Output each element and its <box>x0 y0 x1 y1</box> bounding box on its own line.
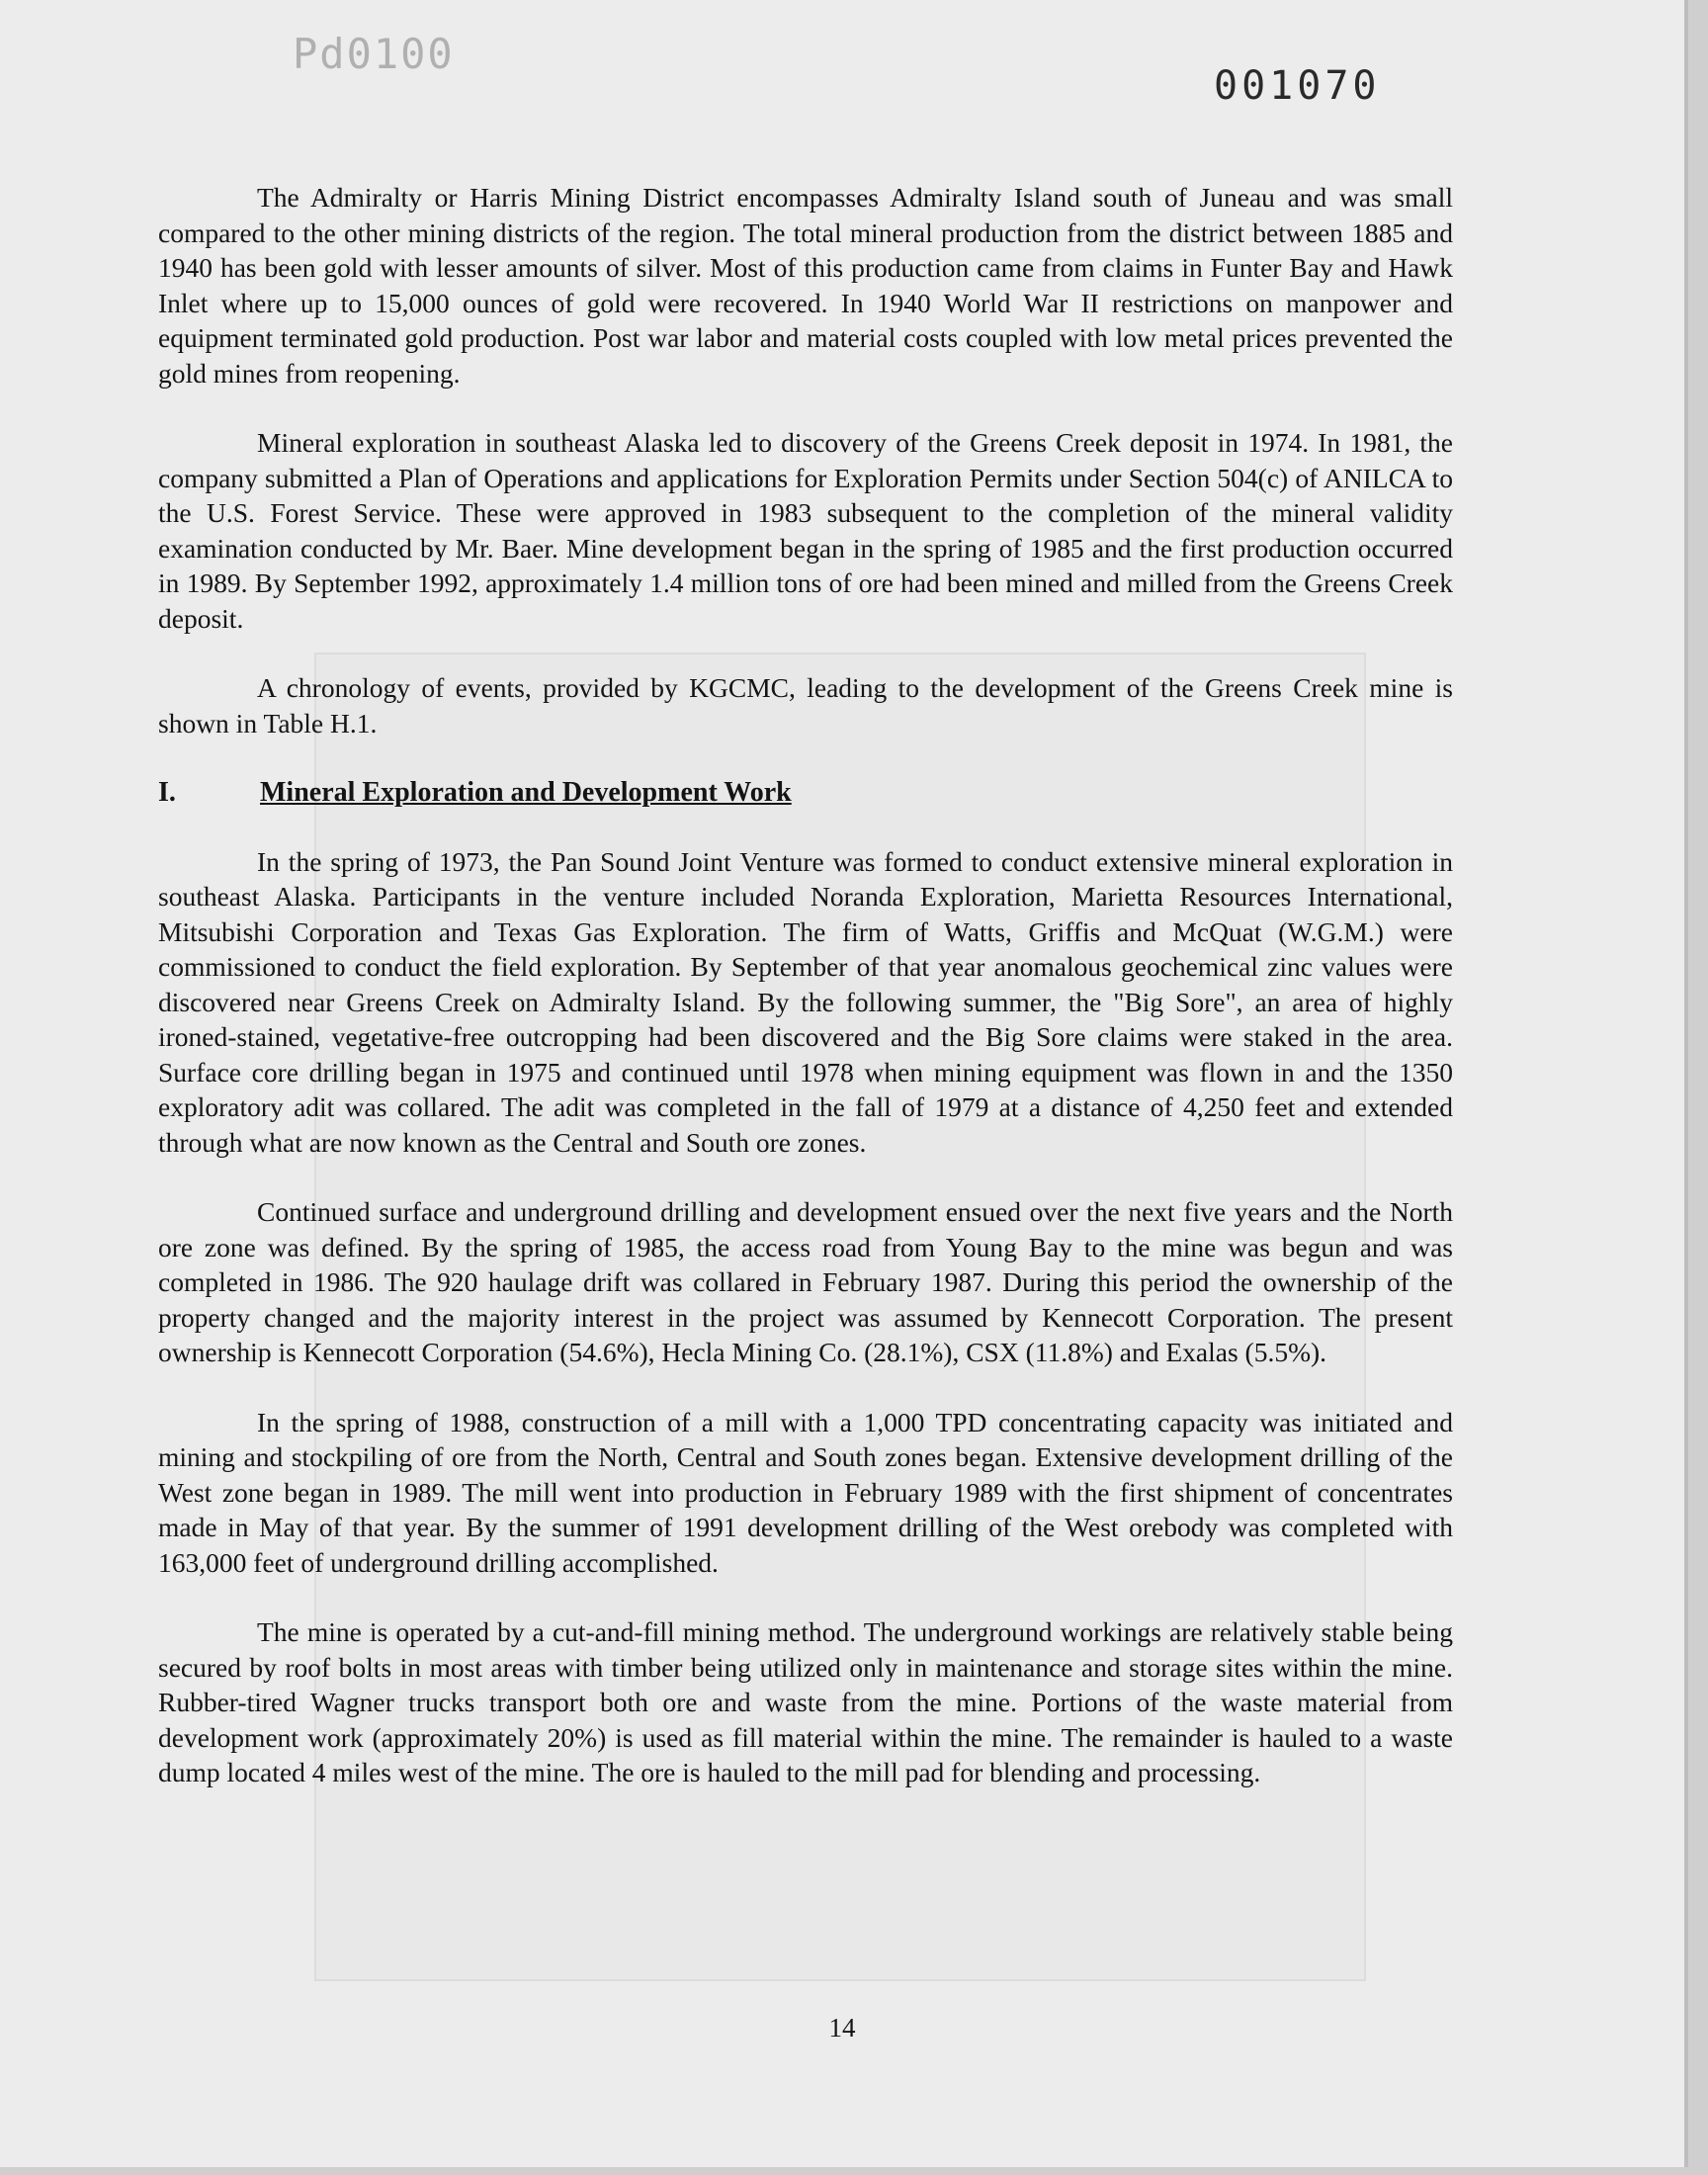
section-heading <box>158 775 1453 811</box>
document-body <box>158 180 1453 1825</box>
bates-stamp-right: 001070 <box>1214 63 1381 109</box>
paragraph-mill-construction: In the spring of 1988, construction of a mill with a 1,000 TPD concentrating capacity was initiated and mining and stockpiling of ore from the North, Central and South zones began. Extensive development drilling of the West zone began in 1989. The mill went into production in February 1989 with the first shipment of concentrates made in May of that year. By the summer of 1991 development drilling of the West orebody was completed with 163,000 feet of underground drilling accomplished. <box>158 1406 1453 1578</box>
section-number: I. <box>158 777 176 808</box>
paragraph-greens-creek-discovery: Mineral exploration in southeast Alaska led to discovery of the Greens Creek deposit in 1974. In 1981, the company submitted a Plan of Operations and applications for Exploration Permits under Section 504(c) of ANILCA to the U.S. Forest Service. These were approved in 1983 subsequent to the completion of the mineral validity examination conducted by Mr. Baer. Mine development began in the spring of 1985 and the first production occurred in 1989. By September 1992, approximately 1.4 million tons of ore had been mined and milled from the Greens Creek deposit. <box>158 427 1453 634</box>
page-number: 14 <box>828 2013 856 2043</box>
paragraph-north-ore-zone: Continued surface and underground drilling and development ensued over the next five years and the North ore zone was defined. By the spring of 1985, the access road from Young Bay to the mine was begun and was completed in 1986. The 920 haulage drift was collared in February 1987. During this period the ownership of the property changed and the majority interest in the project was assumed by Kennecott Corporation. The present ownership is Kennecott Corporation (54.6%), Hecla Mining Co. (28.1%), CSX (11.8%) and Exalas (5.5%). <box>158 1196 1453 1367</box>
paragraph-chronology-reference: A chronology of events, provided by KGCMC, leading to the development of the Greens Creek mine is shown in Table H.1. <box>158 672 1453 739</box>
paragraph-pan-sound-venture: In the spring of 1973, the Pan Sound Joint Venture was formed to conduct extensive mineral exploration in southeast Alaska. Participants in the venture included Noranda Exploration, Marietta Resources International, Mitsubishi Corporation and Texas Gas Exploration. The firm of Watts, Griffis and McQuat (W.G.M.) were commissioned to conduct the field exploration. By September of that year anomalous geochemical zinc values were discovered near Greens Creek on Admiralty Island. By the following summer, the "Big Sore", an area of highly ironed-stained, vegetative-free outcropping had been discovered and the Big Sore claims were staked in the area. Surface core drilling began in 1975 and continued until 1978 when mining equipment was flown in and the 1350 exploratory adit was collared. The adit was completed in the fall of 1979 at a distance of 4,250 feet and extended through what are now known as the Central and South ore zones. <box>158 845 1453 1158</box>
paragraph-mining-method: The mine is operated by a cut-and-fill mining method. The underground workings are relatively stable being secured by roof bolts in most areas with timber being utilized only in maintenance and storage sites within the mine. Rubber-tired Wagner trucks transport both ore and waste from the mine. Portions of the waste material from development work (approximately 20%) is used as fill material within the mine. The remainder is hauled to a waste dump located 4 miles west of the mine. The ore is hauled to the mill pad for blending and processing. <box>158 1616 1453 1787</box>
bates-stamp-left: Pd0100 <box>293 30 455 78</box>
paragraph-admiralty-district: The Admiralty or Harris Mining District encompasses Admiralty Island south of Juneau and was small compared to the other mining districts of the region. The total mineral production from the district between 1885 and 1940 has been gold with lesser amounts of silver. Most of this production came from claims in Funter Bay and Hawk Inlet where up to 15,000 ounces of gold were recovered. In 1940 World War II restrictions on manpower and equipment terminated gold production. Post war labor and material costs coupled with low metal prices prevented the gold mines from reopening. <box>158 182 1453 389</box>
section-title: Mineral Exploration and Development Work <box>260 777 792 808</box>
